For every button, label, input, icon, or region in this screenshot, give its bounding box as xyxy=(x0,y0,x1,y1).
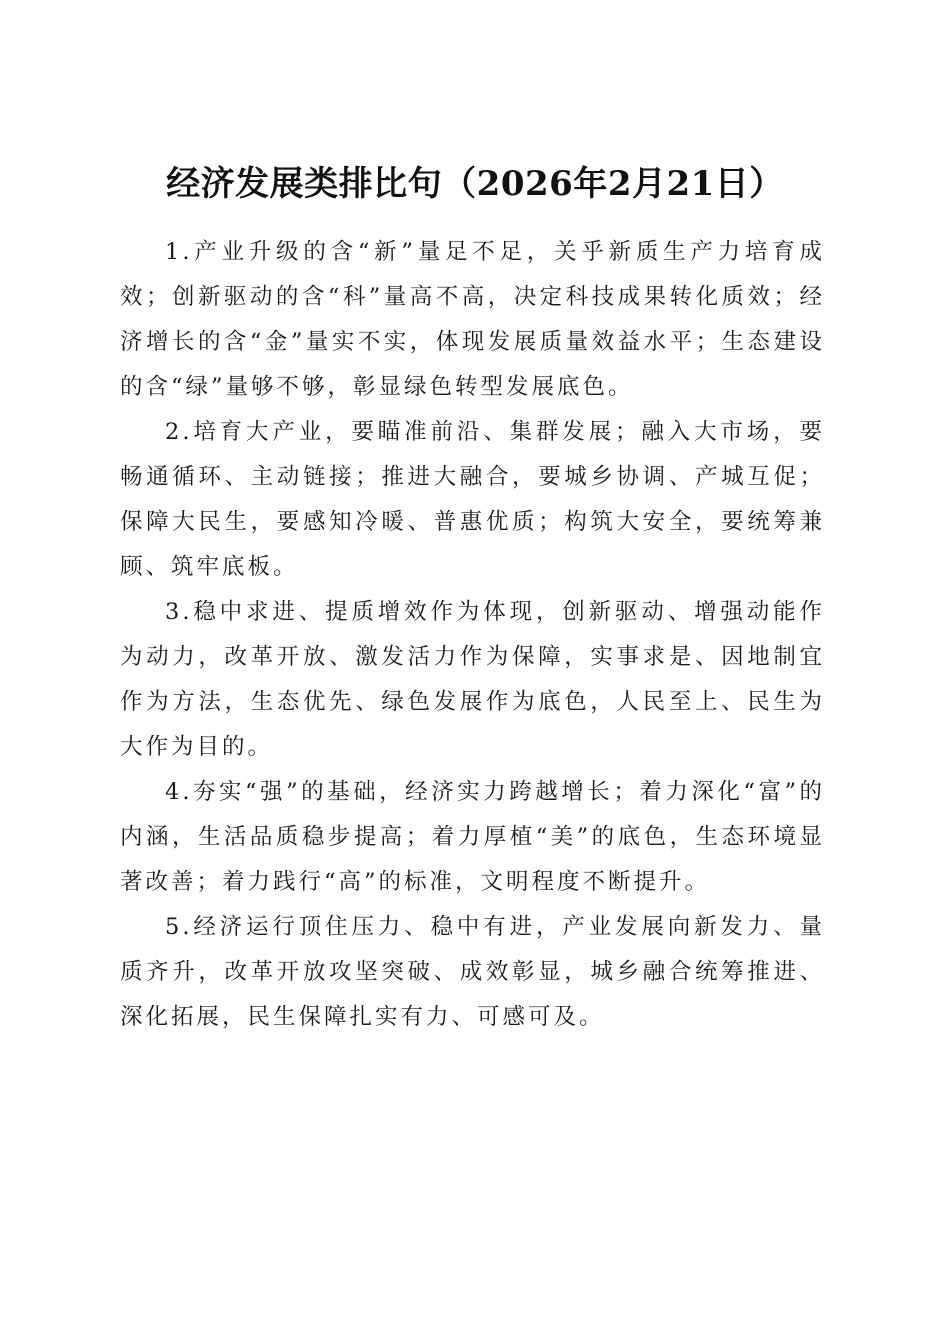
paragraph-5: 5.经济运行顶住压力、稳中有进，产业发展向新发力、量质齐升，改革开放攻坚突破、成效彰显，城乡融合统筹推进、深化拓展，民生保障扎实有力、可感可及。 xyxy=(120,914,825,1030)
paragraph-1: 1.产业升级的含“新”量足不足，关乎新质生产力培育成效；创新驱动的含“科”量高不高，决定科技成果转化质效；经济增长的含“金”量实不实，体现发展质量效益水平；生态建设的含“绿”量够不够，彰显绿色转型发展底色。 xyxy=(120,239,825,400)
document-title: 经济发展类排比句（2026年2月21日） xyxy=(166,163,784,204)
paragraph-2: 2.培育大产业，要瞄准前沿、集群发展；融入大市场，要畅通循环、主动链接；推进大融合，要城乡协调、产城互促；保障大民生，要感知冷暖、普惠优质；构筑大安全，要统筹兼顾、筑牢底板。 xyxy=(120,419,825,580)
document-body xyxy=(120,230,825,1040)
paragraph-3: 3.稳中求进、提质增效作为体现，创新驱动、增强动能作为动力，改革开放、激发活力作为保障，实事求是、因地制宜作为方法，生态优先、绿色发展作为底色，人民至上、民生为大作为目的。 xyxy=(120,599,825,760)
paragraph-4: 4.夯实“强”的基础，经济实力跨越增长；着力深化“富”的内涵，生活品质稳步提高；着力厚植“美”的底色，生态环境显著改善；着力践行“高”的标准，文明程度不断提升。 xyxy=(120,779,825,895)
